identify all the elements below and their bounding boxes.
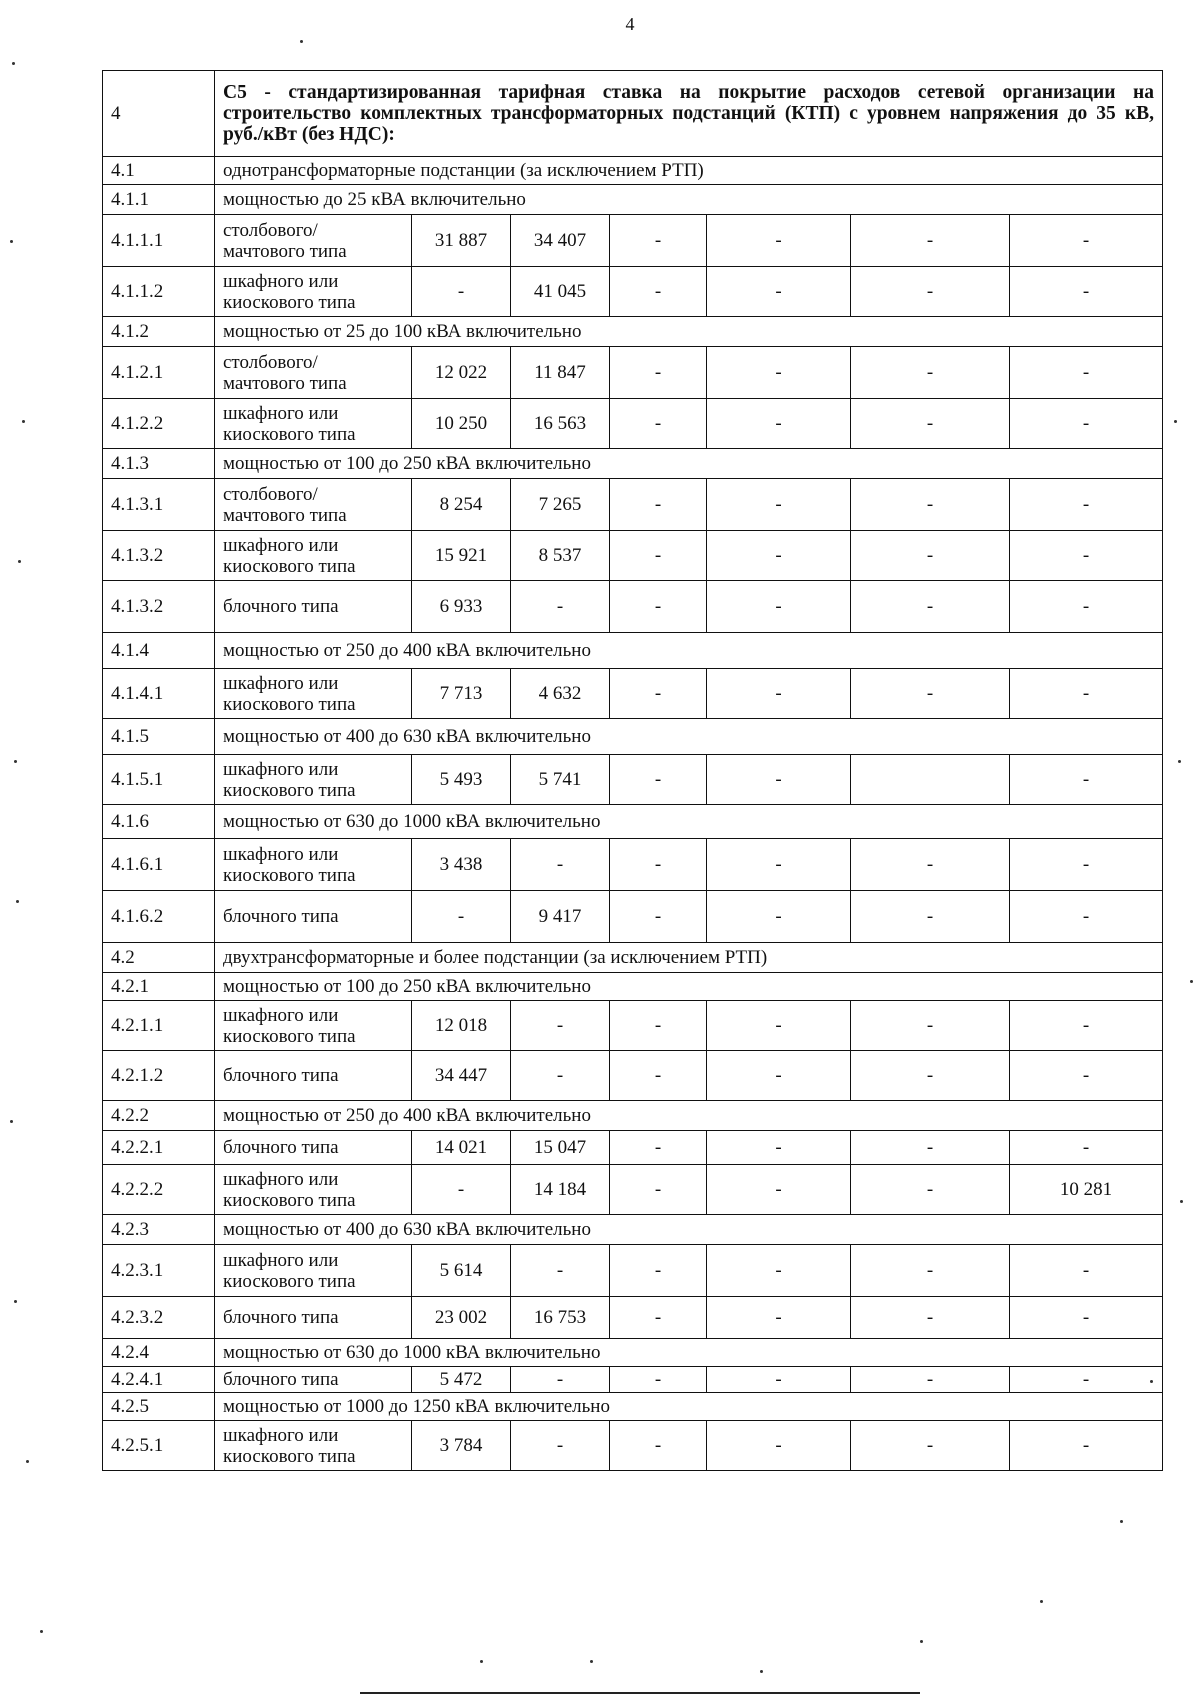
- table-row: [103, 891, 1163, 943]
- rate-cell: -: [412, 1165, 511, 1215]
- row-code: 4.1.1.1: [103, 215, 215, 267]
- rate-cell: -: [511, 581, 610, 633]
- rate-cell: -: [851, 1001, 1010, 1051]
- table-row: [103, 839, 1163, 891]
- rate-cell: 15 921: [412, 531, 511, 581]
- row-code: 4.1.4.1: [103, 669, 215, 719]
- table-row: [103, 347, 1163, 399]
- rate-cell: -: [610, 479, 707, 531]
- rate-cell: -: [610, 531, 707, 581]
- header-title: С5 - стандартизированная тарифная ставка на покрытие расходов сетевой организации на строительство комплектных трансформаторных подстанций (КТП) с уровнем напряжения до 35 кВ, руб./кВт (без НДС):: [215, 71, 1163, 157]
- scan-speck: [10, 240, 13, 243]
- row-code: 4.2: [103, 943, 215, 973]
- rate-cell: 8 537: [511, 531, 610, 581]
- rate-cell: -: [851, 267, 1010, 317]
- substation-type: блочного типа: [215, 1297, 412, 1339]
- scan-speck: [760, 1670, 763, 1673]
- table-row: [103, 531, 1163, 581]
- scan-speck: [920, 1640, 923, 1643]
- substation-type: шкафного или киоскового типа: [215, 267, 412, 317]
- rate-cell: -: [707, 1297, 851, 1339]
- rate-cell: 5 741: [511, 755, 610, 805]
- section-title: однотрансформаторные подстанции (за исключением РТП): [215, 157, 1163, 185]
- rate-cell: -: [610, 1245, 707, 1297]
- rate-cell: -: [511, 1245, 610, 1297]
- table-row: [103, 479, 1163, 531]
- scan-speck: [1178, 760, 1181, 763]
- row-code: 4.1.6: [103, 805, 215, 839]
- row-code: 4.1.1.2: [103, 267, 215, 317]
- section-title: мощностью от 630 до 1000 кВА включительно: [215, 1339, 1163, 1367]
- row-code: 4.1.1: [103, 185, 215, 215]
- rate-cell: -: [610, 669, 707, 719]
- row-code: 4.2.4: [103, 1339, 215, 1367]
- rate-cell: -: [610, 891, 707, 943]
- rate-cell: -: [511, 1001, 610, 1051]
- rate-cell: 8 254: [412, 479, 511, 531]
- section-title: мощностью до 25 кВА включительно: [215, 185, 1163, 215]
- rate-cell: -: [707, 267, 851, 317]
- table-row: [103, 581, 1163, 633]
- section-row: [103, 943, 1163, 973]
- scan-speck: [16, 900, 19, 903]
- rate-cell: -: [610, 1367, 707, 1393]
- rate-cell: -: [511, 1367, 610, 1393]
- rate-cell: -: [851, 581, 1010, 633]
- rate-cell: -: [1010, 669, 1163, 719]
- rate-cell: 4 632: [511, 669, 610, 719]
- substation-type: столбового/ мачтового типа: [215, 215, 412, 267]
- rate-cell: -: [610, 755, 707, 805]
- rate-cell: -: [851, 347, 1010, 399]
- rate-cell: -: [851, 1297, 1010, 1339]
- row-code: 4.2.2.1: [103, 1131, 215, 1165]
- section-row: [103, 1215, 1163, 1245]
- rate-cell: -: [707, 399, 851, 449]
- row-code: 4.1.5: [103, 719, 215, 755]
- table-row: [103, 267, 1163, 317]
- table-row: [103, 755, 1163, 805]
- rate-cell: -: [610, 1001, 707, 1051]
- rate-cell: -: [1010, 531, 1163, 581]
- rate-cell: 5 493: [412, 755, 511, 805]
- rate-cell: -: [851, 1165, 1010, 1215]
- rate-cell: -: [851, 1245, 1010, 1297]
- rate-cell: 5 614: [412, 1245, 511, 1297]
- rate-cell: -: [707, 1131, 851, 1165]
- rate-cell: 12 018: [412, 1001, 511, 1051]
- rate-cell: 6 933: [412, 581, 511, 633]
- section-title: мощностью от 100 до 250 кВА включительно: [215, 449, 1163, 479]
- substation-type: шкафного или киоскового типа: [215, 1165, 412, 1215]
- rate-cell: -: [707, 669, 851, 719]
- rate-cell: -: [1010, 839, 1163, 891]
- table-row: [103, 399, 1163, 449]
- scan-speck: [1120, 1520, 1123, 1523]
- rate-cell: -: [1010, 1001, 1163, 1051]
- rate-cell: 31 887: [412, 215, 511, 267]
- rate-cell: -: [707, 1001, 851, 1051]
- rate-cell: 12 022: [412, 347, 511, 399]
- scan-speck: [26, 1460, 29, 1463]
- section-title: мощностью от 25 до 100 кВА включительно: [215, 317, 1163, 347]
- rate-cell: -: [851, 1051, 1010, 1101]
- scan-speck: [14, 760, 17, 763]
- substation-type: шкафного или киоскового типа: [215, 531, 412, 581]
- rate-cell: 7 713: [412, 669, 511, 719]
- table-row: [103, 1297, 1163, 1339]
- section-row: [103, 973, 1163, 1001]
- rate-cell: -: [610, 581, 707, 633]
- header-code: 4: [103, 71, 215, 157]
- rate-cell: -: [851, 669, 1010, 719]
- row-code: 4.2.2: [103, 1101, 215, 1131]
- substation-type: шкафного или киоскового типа: [215, 669, 412, 719]
- rate-cell: -: [511, 1051, 610, 1101]
- rate-cell: -: [707, 215, 851, 267]
- rate-cell: -: [1010, 581, 1163, 633]
- row-code: 4.1.3.1: [103, 479, 215, 531]
- row-code: 4.1.3: [103, 449, 215, 479]
- row-code: 4.2.5.1: [103, 1421, 215, 1471]
- rate-cell: 41 045: [511, 267, 610, 317]
- rate-cell: -: [610, 839, 707, 891]
- row-code: 4.2.5: [103, 1393, 215, 1421]
- rate-cell: -: [412, 267, 511, 317]
- substation-type: шкафного или киоскового типа: [215, 1245, 412, 1297]
- page-number: 4: [625, 14, 635, 34]
- scan-speck: [10, 1120, 13, 1123]
- table-row: [103, 669, 1163, 719]
- rate-cell: -: [610, 1051, 707, 1101]
- row-code: 4.1.2: [103, 317, 215, 347]
- row-code: 4.1.6.1: [103, 839, 215, 891]
- rate-cell: -: [1010, 891, 1163, 943]
- rate-cell: -: [707, 1051, 851, 1101]
- tariff-table: [102, 70, 1163, 1471]
- rate-cell: -: [1010, 1245, 1163, 1297]
- substation-type: шкафного или киоскового типа: [215, 1001, 412, 1051]
- rate-cell: 14 184: [511, 1165, 610, 1215]
- table-row: [103, 1051, 1163, 1101]
- table-row: [103, 1131, 1163, 1165]
- rate-cell: -: [707, 1421, 851, 1471]
- section-row: [103, 1393, 1163, 1421]
- section-row: [103, 157, 1163, 185]
- rate-cell: -: [707, 891, 851, 943]
- rate-cell: 15 047: [511, 1131, 610, 1165]
- rate-cell: 16 563: [511, 399, 610, 449]
- row-code: 4.1.3.2: [103, 531, 215, 581]
- rate-cell: -: [610, 267, 707, 317]
- rate-cell: -: [1010, 347, 1163, 399]
- rate-cell: 3 438: [412, 839, 511, 891]
- substation-type: блочного типа: [215, 581, 412, 633]
- rate-cell: -: [610, 1297, 707, 1339]
- row-code: 4.1.2.2: [103, 399, 215, 449]
- row-code: 4.1.2.1: [103, 347, 215, 399]
- scan-speck: [22, 420, 25, 423]
- rate-cell: -: [511, 839, 610, 891]
- rate-cell: 14 021: [412, 1131, 511, 1165]
- row-code: 4.2.1: [103, 973, 215, 1001]
- section-title: мощностью от 250 до 400 кВА включительно: [215, 633, 1163, 669]
- header-row: [103, 71, 1163, 157]
- row-code: 4.1.3.2: [103, 581, 215, 633]
- row-code: 4.2.3.1: [103, 1245, 215, 1297]
- section-row: [103, 1101, 1163, 1131]
- rate-cell: -: [851, 1421, 1010, 1471]
- rate-cell: -: [851, 479, 1010, 531]
- rate-cell: -: [1010, 215, 1163, 267]
- row-code: 4.1: [103, 157, 215, 185]
- rate-cell: 34 407: [511, 215, 610, 267]
- table-row: [103, 1001, 1163, 1051]
- scan-speck: [18, 560, 21, 563]
- rate-cell: -: [1010, 1421, 1163, 1471]
- rate-cell: -: [707, 581, 851, 633]
- scan-speck: [590, 1660, 593, 1663]
- rate-cell: 9 417: [511, 891, 610, 943]
- section-row: [103, 449, 1163, 479]
- rate-cell: 23 002: [412, 1297, 511, 1339]
- substation-type: шкафного или киоскового типа: [215, 399, 412, 449]
- rate-cell: -: [1010, 1367, 1163, 1393]
- section-row: [103, 719, 1163, 755]
- rate-cell: -: [707, 1367, 851, 1393]
- tariff-sheet: [102, 70, 1162, 1471]
- scan-speck: [300, 40, 303, 43]
- rate-cell: -: [707, 839, 851, 891]
- rate-cell: -: [1010, 399, 1163, 449]
- rate-cell: -: [851, 839, 1010, 891]
- rate-cell: -: [851, 399, 1010, 449]
- rate-cell: 3 784: [412, 1421, 511, 1471]
- row-code: 4.1.4: [103, 633, 215, 669]
- scan-speck: [1190, 980, 1193, 983]
- rate-cell: -: [610, 1165, 707, 1215]
- section-title: двухтрансформаторные и более подстанции (за исключением РТП): [215, 943, 1163, 973]
- table-row: [103, 1165, 1163, 1215]
- rate-cell: -: [1010, 1051, 1163, 1101]
- table-row: [103, 215, 1163, 267]
- section-title: мощностью от 400 до 630 кВА включительно: [215, 1215, 1163, 1245]
- substation-type: шкафного или киоскового типа: [215, 755, 412, 805]
- rate-cell: 7 265: [511, 479, 610, 531]
- section-title: мощностью от 250 до 400 кВА включительно: [215, 1101, 1163, 1131]
- rate-cell: 5 472: [412, 1367, 511, 1393]
- rate-cell: -: [707, 531, 851, 581]
- substation-type: блочного типа: [215, 1051, 412, 1101]
- table-row: [103, 1421, 1163, 1471]
- section-row: [103, 317, 1163, 347]
- substation-type: блочного типа: [215, 891, 412, 943]
- tariff-table-body: [103, 71, 1163, 1471]
- rate-cell: -: [707, 1245, 851, 1297]
- section-title: мощностью от 630 до 1000 кВА включительно: [215, 805, 1163, 839]
- rate-cell: 10 250: [412, 399, 511, 449]
- rate-cell: -: [851, 215, 1010, 267]
- rate-cell: -: [610, 347, 707, 399]
- rate-cell: -: [707, 1165, 851, 1215]
- scan-speck: [40, 1630, 43, 1633]
- row-code: 4.2.3: [103, 1215, 215, 1245]
- scan-speck: [1150, 1380, 1153, 1383]
- row-code: 4.2.2.2: [103, 1165, 215, 1215]
- row-code: 4.2.3.2: [103, 1297, 215, 1339]
- row-code: 4.2.4.1: [103, 1367, 215, 1393]
- scan-speck: [12, 62, 15, 65]
- rate-cell: -: [1010, 1131, 1163, 1165]
- rate-cell: -: [1010, 755, 1163, 805]
- row-code: 4.1.6.2: [103, 891, 215, 943]
- substation-type: столбового/ мачтового типа: [215, 479, 412, 531]
- rate-cell: -: [707, 479, 851, 531]
- row-code: 4.1.5.1: [103, 755, 215, 805]
- section-row: [103, 1339, 1163, 1367]
- substation-type: шкафного или киоскового типа: [215, 1421, 412, 1471]
- rate-cell: -: [707, 755, 851, 805]
- rate-cell: 34 447: [412, 1051, 511, 1101]
- rate-cell: -: [707, 347, 851, 399]
- rate-cell: -: [851, 1131, 1010, 1165]
- rate-cell: -: [610, 1421, 707, 1471]
- scan-speck: [1040, 1600, 1043, 1603]
- section-row: [103, 633, 1163, 669]
- section-row: [103, 185, 1163, 215]
- section-title: мощностью от 1000 до 1250 кВА включительно: [215, 1393, 1163, 1421]
- substation-type: шкафного или киоскового типа: [215, 839, 412, 891]
- table-row: [103, 1367, 1163, 1393]
- rate-cell: -: [610, 399, 707, 449]
- rate-cell: -: [412, 891, 511, 943]
- section-title: мощностью от 100 до 250 кВА включительно: [215, 973, 1163, 1001]
- row-code: 4.2.1.2: [103, 1051, 215, 1101]
- rate-cell: -: [1010, 1297, 1163, 1339]
- scan-speck: [1180, 1200, 1183, 1203]
- rate-cell: -: [851, 891, 1010, 943]
- rate-cell: -: [851, 1367, 1010, 1393]
- substation-type: блочного типа: [215, 1131, 412, 1165]
- section-row: [103, 805, 1163, 839]
- rate-cell: -: [851, 531, 1010, 581]
- rate-cell: 10 281: [1010, 1165, 1163, 1215]
- scan-speck: [1174, 420, 1177, 423]
- scan-speck: [480, 1660, 483, 1663]
- scan-speck: [14, 1300, 17, 1303]
- rate-cell: -: [610, 1131, 707, 1165]
- rate-cell: -: [511, 1421, 610, 1471]
- rate-cell: 16 753: [511, 1297, 610, 1339]
- section-title: мощностью от 400 до 630 кВА включительно: [215, 719, 1163, 755]
- rate-cell: -: [1010, 267, 1163, 317]
- rate-cell: [851, 755, 1010, 805]
- row-code: 4.2.1.1: [103, 1001, 215, 1051]
- rate-cell: 11 847: [511, 347, 610, 399]
- table-row: [103, 1245, 1163, 1297]
- substation-type: блочного типа: [215, 1367, 412, 1393]
- footer-rule: [360, 1692, 920, 1694]
- rate-cell: -: [1010, 479, 1163, 531]
- rate-cell: -: [610, 215, 707, 267]
- substation-type: столбового/ мачтового типа: [215, 347, 412, 399]
